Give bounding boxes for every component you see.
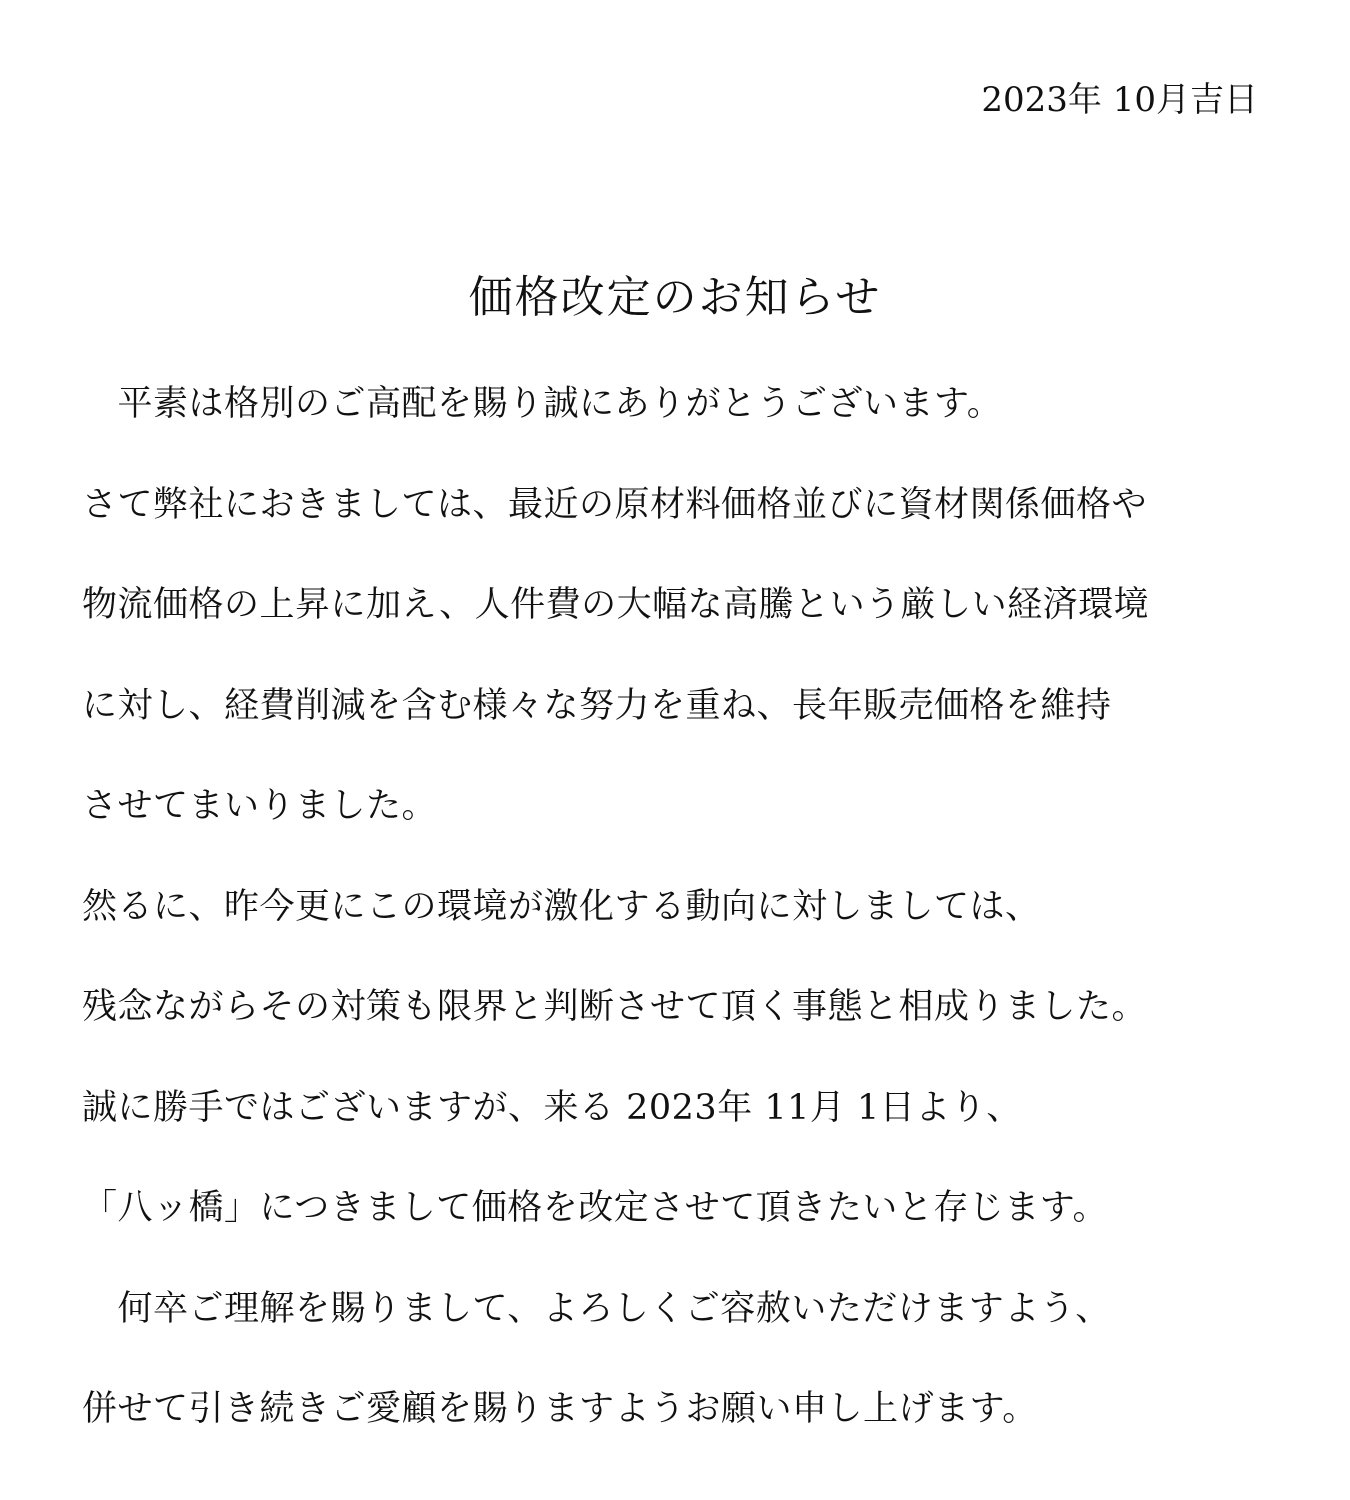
document-body [82, 378, 1272, 1484]
body-line-1: 平素は格別のご高配を賜り誠にありがとうございます。 [82, 384, 1003, 424]
body-line-6: 然るに、昨今更にこの環境が激化する動向に対しましては、 [82, 886, 1041, 927]
body-line-2: さて弊社におきましては、最近の原材料価格並びに資材関係価格や [82, 484, 1148, 525]
document-date: 2023年 10月吉日 [981, 80, 1258, 120]
body-line-9: 「八ッ橋」につきまして価格を改定させて頂きたいと存じます。 [82, 1188, 1109, 1228]
document-title: 価格改定のお知らせ [468, 272, 882, 323]
body-line-8: 誠に勝手ではございますが、来る 2023年 11月 1日より、 [82, 1087, 1022, 1128]
body-line-5: させてまいりました。 [82, 786, 438, 826]
body-line-10: 何卒ご理解を賜りまして、よろしくご容赦いただけますよう、 [82, 1288, 1111, 1329]
body-line-7: 残念ながらその対策も限界と判断させて頂く事態と相成りました。 [82, 987, 1148, 1027]
body-line-3: 物流価格の上昇に加え、人件費の大幅な高騰という厳しい経済環境 [82, 585, 1150, 625]
body-line-4: に対し、経費削減を含む様々な努力を重ね、長年販売価格を維持 [82, 685, 1112, 726]
body-line-11: 併せて引き続きご愛顧を賜りますようお願い申し上げます。 [82, 1389, 1038, 1429]
